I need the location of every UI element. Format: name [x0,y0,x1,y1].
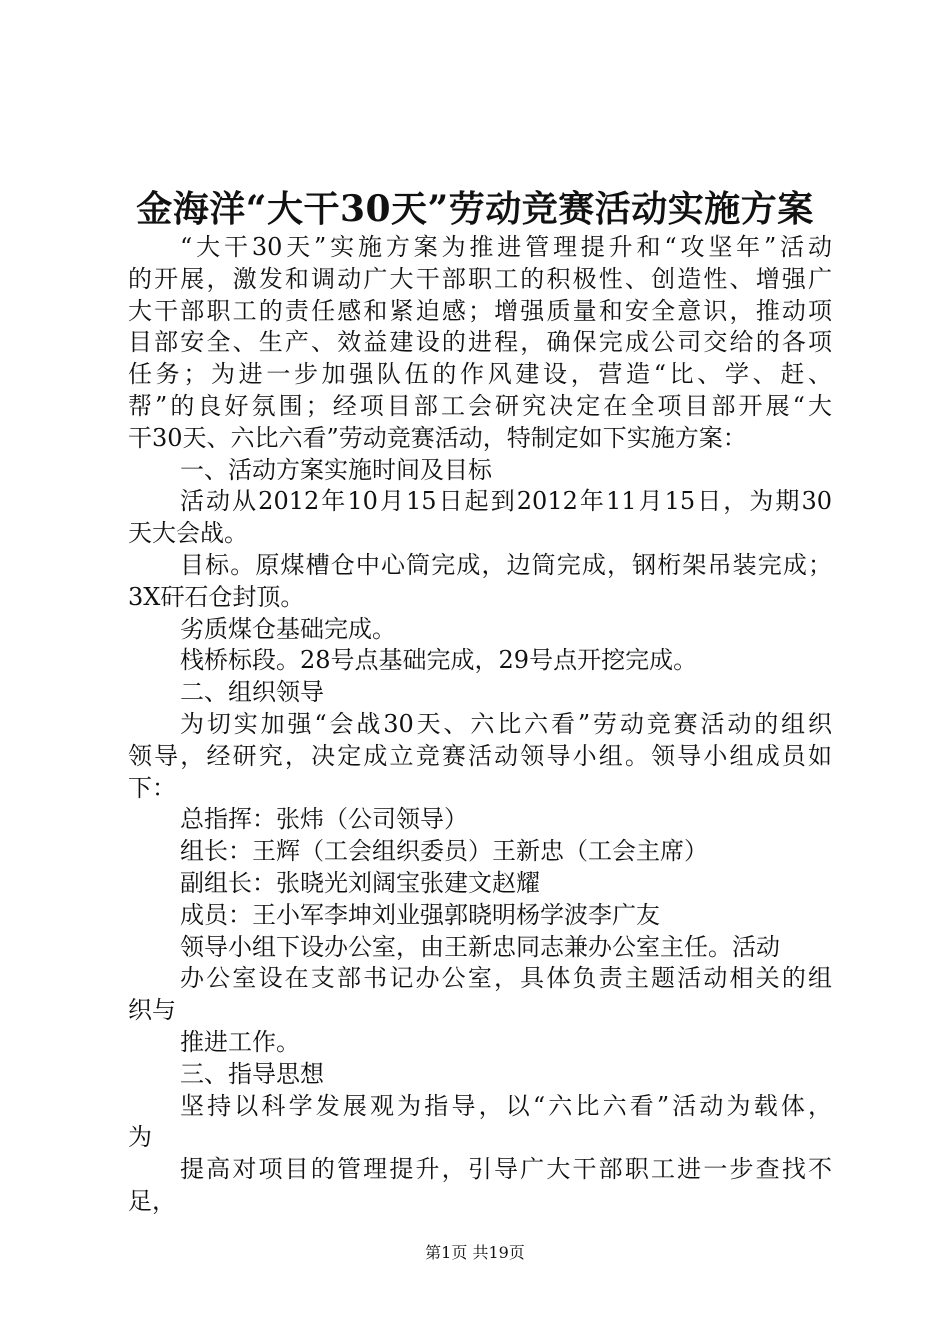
paragraph-line: 栈桥标段。28号点基础完成，29号点开挖完成。 [180,646,698,675]
document-title: 金海洋“大干30天”劳动竞赛活动实施方案 [136,188,814,230]
paragraph-line: 大干部职工的责任感和紧迫感；增强质量和安全意识，推动项 [128,296,832,325]
paragraph-line: 干30天、六比六看”劳动竞赛活动，特制定如下实施方案： [128,423,747,452]
paragraph-line: 帮”的良好氛围；经项目部工会研究决定在全项目部开展“大 [128,391,832,420]
section-heading: 三、指导思想 [180,1059,324,1088]
paragraph-line: 组长：王辉（工会组织委员）王新忠（工会主席） [180,837,708,866]
paragraph-line: 成员：王小军李坤刘业强郭晓明杨学波李广友 [180,900,660,929]
paragraph-line: 推进工作。 [180,1027,300,1056]
paragraph-line: 天大会战。 [128,519,248,548]
paragraph-line: 总指挥：张炜（公司领导） [180,805,468,834]
section-heading: 一、活动方案实施时间及目标 [180,455,492,484]
paragraph-line: “大干30天”实施方案为推进管理提升和“攻坚年”活动 [180,233,832,261]
paragraph-line: 办公室设在支部书记办公室，具体负责主题活动相关的组 [180,964,832,993]
paragraph-line: 提高对项目的管理提升，引导广大干部职工进一步查找不 [180,1155,832,1184]
paragraph-line: 坚持以科学发展观为指导，以“六比六看”活动为载体， [180,1091,832,1120]
paragraph-line: 3X矸石仓封顶。 [128,582,305,611]
paragraph-line: 的开展，激发和调动广大干部职工的积极性、创造性、增强广 [128,264,832,293]
paragraph-line: 活动从2012年10月15日起到2012年11月15日，为期30 [180,487,832,516]
section-heading: 二、组织领导 [180,678,324,707]
paragraph-line: 下： [128,773,176,802]
paragraph-line: 为切实加强“会战30天、六比六看”劳动竞赛活动的组织 [180,709,832,738]
paragraph-line: 足， [128,1186,176,1215]
paragraph-line: 副组长：张晓光刘阔宝张建文赵耀 [180,868,540,897]
paragraph-line: 为 [128,1123,152,1152]
document-body [128,232,832,1218]
paragraph-line: 劣质煤仓基础完成。 [180,614,396,643]
page-footer: 第1页 共19页 [425,1243,525,1262]
paragraph-line: 目标。原煤槽仓中心筒完成，边筒完成，钢桁架吊装完成； [180,550,832,579]
paragraph-line: 领导，经研究，决定成立竞赛活动领导小组。领导小组成员如 [128,741,832,770]
paragraph-line: 目部安全、生产、效益建设的进程，确保完成公司交给的各项 [128,328,832,357]
paragraph-line: 织与 [128,996,176,1025]
paragraph-line: 领导小组下设办公室，由王新忠同志兼办公室主任。活动 [180,932,780,961]
paragraph-line: 任务；为进一步加强队伍的作风建设，营造“比、学、赶、 [128,360,832,389]
